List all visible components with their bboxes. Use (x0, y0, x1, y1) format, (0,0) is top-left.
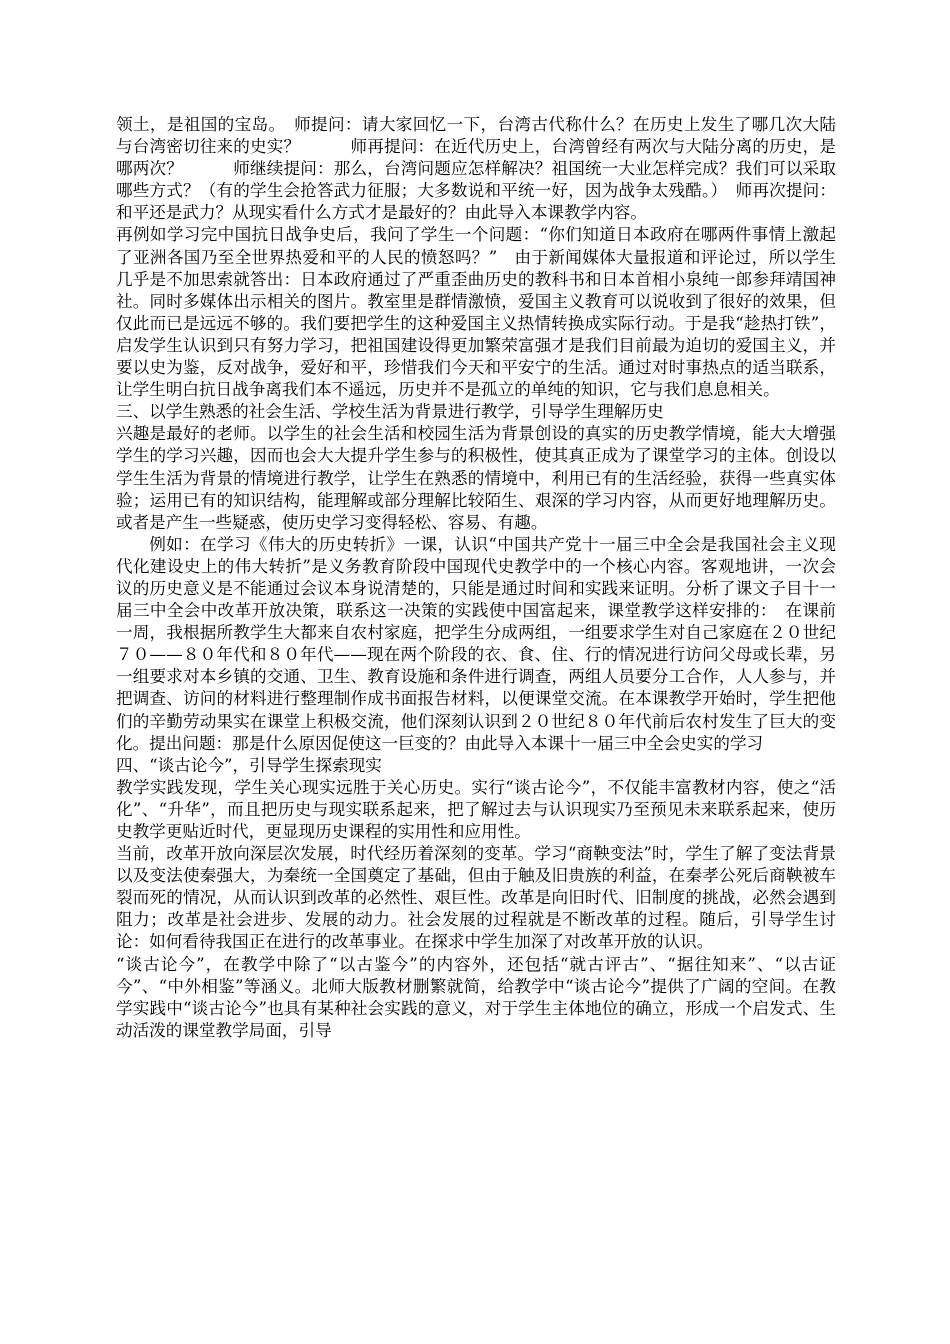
paragraph-interest-teacher: 兴趣是最好的老师。以学生的社会生活和校园生活为背景创设的真实的历史教学情境，能大大增强学生的学习兴趣，因而也会大大提升学生参与的积极性，使其真正成为了课堂学习的主体。创设以学生生活为背景的情境进行教学，让学生在熟悉的情境中，利用已有的生活经验，获得一些真实体验；运用已有的知识结构，能理解或部分理解比较陌生、艰深的学习内容，从而更好地理解历史。或者是产生一些疑惑，使历史学习变得轻松、容易、有趣。 (116, 424, 836, 532)
paragraph-anti-japanese-war: 再例如学习完中国抗日战争史后，我问了学生一个问题：“你们知道日本政府在哪两件事情上激起了亚洲各国乃至全世界热爱和平的人民的愤怒吗？” 由于新闻媒体大量报道和评论过，所以学生几乎是不加思索就答出：日本政府通过了严重歪曲历史的教科书和日本首相小泉纯一郎参拜靖国神社。同时多媒体出示相关的图片。教室里是群情激愤，爱国主义教育可以说收到了很好的效果，但仅此而已是远远不够的。我们要把学生的这种爱国主义热情转换成实际行动。于是我“趁热打铁”，启发学生认识到只有努力学习，把祖国建设得更加繁荣富强才是我们目前最为迫切的爱国主义，并要以史为鉴，反对战争，爱好和平，珍惜我们今天和平安宁的生活。通过对时事热点的适当联系，让学生明白抗日战争离我们本不遥远，历史并不是孤立的单纯的知识，它与我们息息相关。 (116, 225, 836, 400)
paragraph-great-turning-point: 例如：在学习《伟大的历史转折》一课，认识“中国共产党十一届三中全会是我国社会主义现代化建设史上的伟大转折”是义务教育阶段中国现代史教学中的一个核心内容。客观地讲，一次会议的历史意义是不能通过会议本身说清楚的，只能是通过时间和实践来证明。分析了课文子目十一届三中全会中改革开放决策，联系这一决策的实践使中国富起来，课堂教学这样安排的： 在课前一周，我根据所教学生大都来自农村家庭，把学生分成两组，一组要求学生对自己家庭在２０世纪７０——８０年代和８０年代——现在两个阶段的衣、食、住、行的情况进行访问父母或长辈，另一组要求对本乡镇的交通、卫生、教育设施和条件进行调查，两组人员要分工合作，人人参与，并把调查、访问的材料进行整理制作成书面报告材料，以便课堂交流。在本课教学开始时，学生把他们的辛勤劳动果实在课堂上积极交流，他们深刻认识到２０世纪８０年代前后农村发生了巨大的变化。提出问题：那是什么原因促使这一巨变的？由此导入本课十一届三中全会史实的学习 (116, 534, 836, 753)
paragraph-tan-gu-lun-jin: “谈古论今”，在教学中除了“以古鉴今”的内容外，还包括“就古评古”、“据往知来”、“以古证今”、“中外相鉴”等涵义。北师大版教材删繁就简，给教学中“谈古论今”提供了广阔的空间。在教学实践中“谈古论今”也具有某种社会实践的意义，对于学生主体地位的确立，形成一个启发式、生动活泼的课堂教学局面，引导 (116, 954, 836, 1040)
document-page (116, 114, 836, 1042)
section-heading-4: 四、“谈古论今”，引导学生探索现实 (116, 755, 382, 775)
section-heading-3: 三、以学生熟悉的社会生活、学校生活为背景进行教学，引导学生理解历史 (116, 402, 664, 422)
paragraph-teaching-practice: 教学实践发现，学生关心现实远胜于关心历史。实行“谈古论今”，不仅能丰富教材内容，使之“活化”、“升华”，而且把历史与现实联系起来，把了解过去与认识现实乃至预见未来联系起来，使历史教学更贴近时代，更显现历史课程的实用性和应用性。 (116, 777, 836, 841)
paragraph-taiwan-questions: 领土，是祖国的宝岛。 师提问：请大家回忆一下，台湾古代称什么？在历史上发生了哪几次大陆与台湾密切往来的史实？ 师再提问：在近代历史上，台湾曾经有两次与大陆分离的历史，是哪两次？ 师继续提问：那么，台湾问题应怎样解决？祖国统一大业怎样完成？我们可以采取哪些方式？（有的学生会抢答武力征服；大多数说和平统一好，因为战争太残酷。） 师再次提问：和平还是武力？从现实看什么方式才是最好的？由此导入本课教学内容。 (116, 115, 836, 223)
paragraph-shang-yang-reform: 当前，改革开放向深层次发展，时代经历着深刻的变革。学习“商鞅变法”时，学生了解了变法背景以及变法使秦强大，为秦统一全国奠定了基础，但由于触及旧贵族的利益，在秦孝公死后商鞅被车裂而死的情况，从而认识到改革的必然性、艰巨性。改革是向旧时代、旧制度的挑战，必然会遇到阻力；改革是社会进步、发展的动力。社会发展的过程就是不断改革的过程。随后，引导学生讨论：如何看待我国正在进行的改革事业。在探求中学生加深了对改革开放的认识。 (116, 844, 836, 952)
